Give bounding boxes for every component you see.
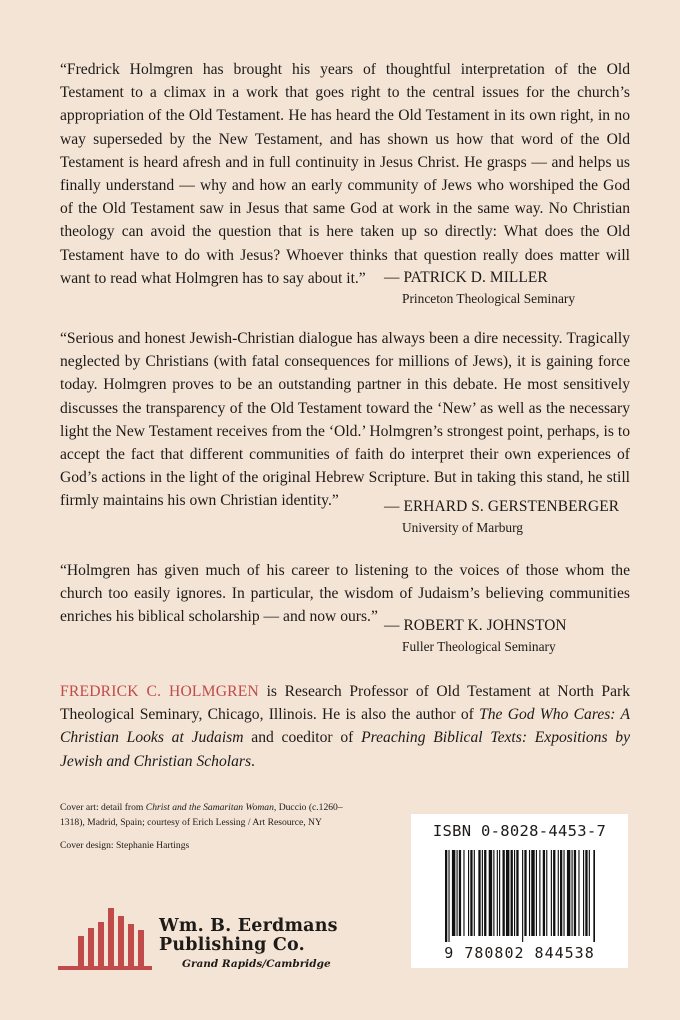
publisher-name-line1: Wm. B. Eerdmans <box>159 916 338 936</box>
attribution-affiliation: Fuller Theological Seminary <box>402 639 556 654</box>
publisher-city: Grand Rapids/Cambridge <box>182 958 331 970</box>
attribution-miller <box>384 268 575 309</box>
cover-art-credit <box>60 800 360 830</box>
cover-design-credit: Cover design: Stephanie Hartings <box>60 840 190 851</box>
cover-credits <box>60 800 360 853</box>
attribution-gerstenberger <box>384 497 619 538</box>
attribution-affiliation: University of Marburg <box>402 520 523 535</box>
attribution-name: — ROBERT K. JOHNSTON <box>384 617 567 634</box>
artwork-title: Christ and the Samaritan Woman, <box>145 802 277 813</box>
bio-text: . <box>251 752 255 770</box>
attribution-johnston <box>384 616 567 657</box>
publisher-logo <box>58 908 338 972</box>
publisher-name-line2: Publishing Co. <box>159 935 305 955</box>
book-title: The God Who Cares: A Christian Looks at Judaism <box>60 706 630 747</box>
blurb-miller <box>60 58 630 290</box>
isbn-label: ISBN 0-8028-4453-7 <box>432 822 607 840</box>
publisher-name <box>159 917 338 955</box>
blurb-text: “Fredrick Holmgren has brought his years of thoughtful interpretation of the Old Testament to a climax in a work that goes right to the central issues for the church’s appropriation of the Old Testament. He has heard the Old Testament in its own right, in no way superseded by the New Testament, and has shown us how that word of the Old Testament is heard afresh and in full continuity in Jesus Christ. He grasps — and helps us finally understand — why and how an early community of Jews who worshiped the God of the Old Testament saw in Jesus that same God at work in the same way. No Christian theology can avoid the question that is here taken up so directly: What does the Old Testament have to do with Jesus? Whoever thinks that question really does matter will want to read what Holmgren has to say about it.” <box>60 61 630 287</box>
attribution-name: — ERHARD S. GERSTENBERGER <box>384 498 620 515</box>
bio-text: is Research Professor of Old Testament at North Park Theological Seminary, Chicago, Illinois. He is also the author of <box>60 683 630 724</box>
book-title: Preaching Biblical Texts: Expositions by Jewish and Christian Scholars <box>60 729 630 770</box>
blurb-gerstenberger <box>60 327 630 513</box>
author-name: FREDRICK C. HOLMGREN <box>60 683 259 700</box>
barcode-icon <box>445 850 595 942</box>
author-bio <box>60 680 630 773</box>
ean-number: 9 780802 844538 <box>444 944 595 962</box>
blurb-text: “Serious and honest Jewish-Christian dialogue has always been a dire necessity. Tragically neglected by Christians (with fatal consequences for millions of Jews), it is gaining force today. Holmgren proves to be an outstanding partner in this debate. He most sensitively discusses the transparency of the Old Testament toward the ‘New’ as well as the necessary light the New Testament receives from the ‘Old.’ Holmgren’s strongest point, perhaps, is to accept the fact that different communities of faith do interpret their own experiences of God’s actions in the light of the original Hebrew Scripture. But in taking this stand, he still firmly maintains his own Christian identity.” <box>60 330 630 510</box>
credit-text: Cover art: detail from <box>60 802 146 813</box>
attribution-affiliation: Princeton Theological Seminary <box>402 291 576 306</box>
bio-text: and coeditor of <box>243 729 362 747</box>
credit-text: Duccio (c.1260–1318), Madrid, Spain; courtesy of Erich Lessing / Art Resource, NY <box>60 802 343 828</box>
attribution-name: — PATRICK D. MILLER <box>384 269 548 286</box>
barcode-box <box>411 814 628 968</box>
blurb-text: “Holmgren has given much of his career to listening to the voices of those whom the church too easily ignores. In particular, the wisdom of Judaism’s believing communities enriches his biblical scholarship — and now ours.” <box>60 562 630 626</box>
publisher-emblem-icon <box>58 908 158 970</box>
